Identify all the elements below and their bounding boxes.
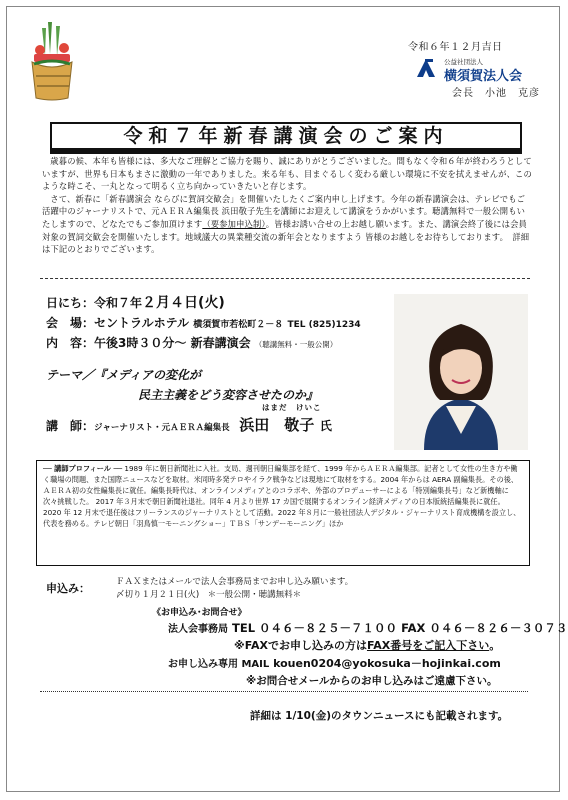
venue-label: 会 場： [46,316,95,330]
lecturer-row [46,414,332,435]
org-logo-icon [415,57,437,79]
title-box [50,122,522,154]
application-info [116,576,353,602]
mail-label: お申し込み専用 MAIL [168,659,270,670]
org-name: 横須賀法人会 [444,69,523,84]
page-title: 令和７年新春講演会のご案内 [123,125,449,147]
profile-heading: ── 講師プロフィール ── [43,464,123,473]
lecturer-name: 浜田 敬子 [239,416,315,434]
content-time: 午後3時３０分～ [94,336,187,350]
venue-name: セントラルホテル [94,316,190,330]
mail-note: ※お問合せメールからのお申し込みはご遠慮下さい。 [246,675,498,687]
event-content [46,334,337,351]
event-date-prefix: 令和７年 [94,296,143,310]
lecturer-name-ruby: はまだ けいこ [262,403,322,412]
venue-address: 横須賀市若松町２－８ [193,320,284,330]
application-line-1: ＦＡＸまたはメールで法人会事務局までお申し込み願います。 [116,577,354,587]
office-name: 法人会事務局 [168,624,228,635]
venue-tel: TEL (825)1234 [287,320,361,330]
profile-text: 1989 年に朝日新聞社に入社。支局、週刊朝日編集部を経て、1999 年からＡＥＲＡ編集部。記者として女性の生き方や働く職場の問題、また国際ニュースなどを取材。米同時多発テロやイラク戦争などは現地にて取材をする。2004 年からは AERA 副編集長。その後、ＡＥＲＡ初の女性編集長に就任。編集長時代は、オンラインメディアとのコラボや、外部のプロデューサーによる「特別編集長号」など新機軸に次々挑戦した。 2017 年３月末で朝日新聞社退社。同年 4 月より世界 17 カ国で展開するオンライン経済メディアの日本版統括編集長に就任。2020 年 12 月末で退任後はフリーランスのジャーナリストとして活動。2022 年８月に一般社団法人デジタル・ジャーナリスト育成機構を設立し、代表を務める。テレビ朝日「羽鳥慎一モーニングショー」ＴＢＳ「サンデーモーニング」ほか [43,464,521,528]
contact-phone-row [168,620,567,636]
lecturer-label: 講 師： [46,419,95,433]
event-date-label: 日にち： [46,296,95,310]
intro-p2-underlined: （要参加申込制） [202,218,266,229]
intro-paragraph-1: 歳暮の候、本年も皆様には、多大なご理解とご協力を賜り、誠にありがとうございました。間もなく令和６年が終わろうとしていますが、世界も日本もまさに激動の一年でありました。来る年も、目まぐるしく変わる厳しい環境に不安を拭えませんが、このような時こそ、一丸となって明るく立ち向かっていきたいと存じます。 [42,156,532,192]
kadomatsu-illustration [28,20,76,102]
application-deadline: 〆切り１月２１日(火) ＊一般公開・聴講無料＊ [116,590,302,600]
footer-note: 詳細は 1/10(金)のタウンニュースにも記載されます。 [250,710,509,722]
intro-paragraph-2 [42,193,532,256]
lecturer-profile [36,460,530,566]
fax-note-a: ※FAXでお申し込みの方は [234,639,367,652]
divider-bottom [40,691,528,692]
application-label: 申込み： [46,582,90,595]
content-note: （聴講無料・一般公開） [254,340,338,349]
event-venue [46,314,361,331]
president-name: 会長 小池 克彦 [452,88,540,99]
contact-title: 《お申込み･お問合せ》 [152,608,247,618]
divider [40,278,530,279]
mail-row [168,655,501,671]
lecturer-title: ジャーナリスト・元ＡＥＲＡ編集長 [94,423,230,433]
office-tel: TEL ０４６－８２５－７１００ [232,621,398,635]
office-fax: FAX ０４６－８２６－３０７３ [401,621,568,635]
event-date [46,292,225,312]
fax-note [234,637,500,653]
content-name: 新春講演会 [190,336,251,350]
lecturer-photo [394,294,528,450]
event-date-value: ２月４日(火) [142,295,225,311]
theme-line-1: テーマ／『メディアの変化が [46,368,202,382]
theme-line-2: 民主主義をどう変容させたのか』 [138,388,319,402]
lecturer-honorific: 氏 [319,419,332,433]
intro-p2-a: さて、新春に「新春講演会 ならびに賀詞交歓会」を開催いたしたくご案内申し上げます。今年の新春講演会は、テレビでもご活躍中のジャーナリストで、元ＡＥＲＡ編集長 浜田敬子先生を講師にお迎えして講演をうかがいます。聴講無料で一般公開もいたしますので、どなたでもご参加頂けます [42,193,526,229]
issue-date: 令和６年１２月吉日 [408,42,503,53]
fax-note-underlined: FAX番号をご記入下さい [366,639,490,652]
fax-note-b: 。 [489,639,501,652]
org-type: 公益社団法人 [444,58,483,66]
intro-text [42,155,532,256]
intro-p2-b: 。皆様お誘い合せの上お越し願います。また、講演会終了後には会員対象の賀詞交歓会を開催いたします。地域議大の異業種交流の新年会となりますよう 皆様のお越しをお待ちしております。 詳細は下記のとおりでございます。 [42,218,530,255]
content-label: 内 容： [46,336,95,350]
mail-address[interactable]: kouen0204@yokosuka－hojinkai.com [273,657,501,670]
